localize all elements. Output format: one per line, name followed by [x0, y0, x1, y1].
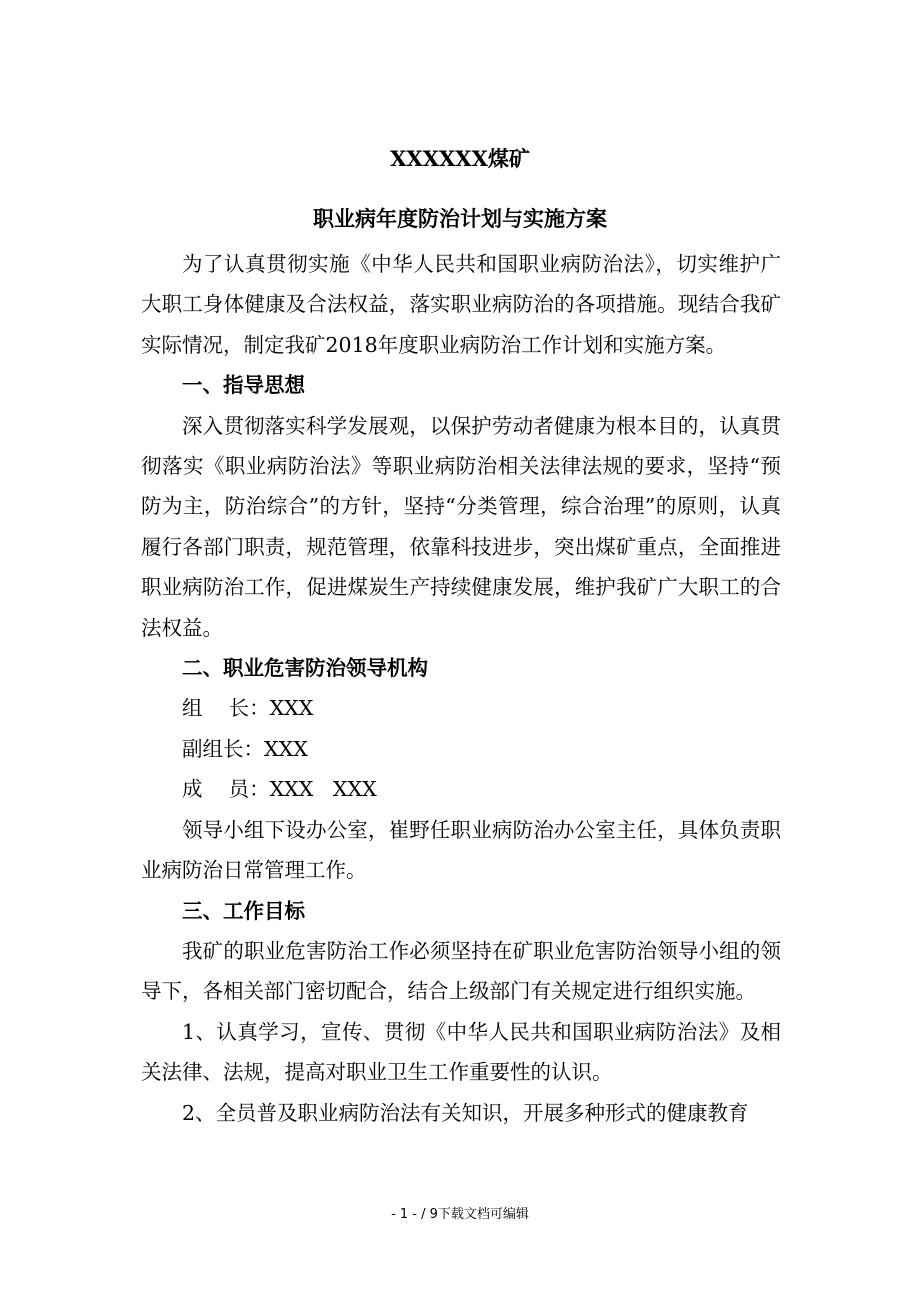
- deputy-label: 副组长：: [182, 736, 264, 761]
- section-heading-work-goals: 三、工作目标: [182, 898, 305, 923]
- section-paragraph-work-goals: 我矿的职业危害防治工作必须坚持在矿职业危害防治领导小组的领导下，各相关部门密切配合，结合上级部门有关规定进行组织实施。: [141, 938, 781, 1004]
- deputy-line: [141, 729, 781, 769]
- leader-line: [141, 688, 781, 728]
- goal-item-1: 1、认真学习，宣传、贯彻《中华人民共和国职业病防治法》及相关法律、法规，提高对职业卫生工作重要性的认识。: [141, 1019, 781, 1085]
- document-subtitle: 职业病年度防治计划与实施方案: [313, 206, 607, 231]
- page-footer: - 1 - / 9下载文档可编辑: [391, 1207, 529, 1222]
- leader-value: XXX: [269, 696, 314, 721]
- office-paragraph: 领导小组下设办公室，崔野任职业病防治办公室主任，具体负责职业病防治日常管理工作。: [141, 817, 781, 883]
- members-value: XXX XXX: [269, 777, 377, 802]
- section-heading-guiding-ideology: 一、指导思想: [182, 373, 305, 398]
- document-body: [141, 244, 781, 1133]
- intro-paragraph: 为了认真贯彻实施《中华人民共和国职业病防治法》，切实维护广大职工身体健康及合法权益，落实职业病防治的各项措施。现结合我矿实际情况，制定我矿2018年度职业病防治工作计划和实施方案。: [141, 252, 781, 357]
- members-label: 成 员：: [182, 777, 270, 802]
- section-heading-leadership: 二、职业危害防治领导机构: [182, 656, 428, 681]
- goal-item-2: 2、全员普及职业病防治法有关知识，开展多种形式的健康教育: [182, 1100, 749, 1125]
- leader-label: 组 长：: [182, 696, 270, 721]
- deputy-value: XXX: [264, 736, 308, 761]
- section-paragraph-guiding-ideology: 深入贯彻落实科学发展观，以保护劳动者健康为根本目的，认真贯彻落实《职业病防治法》等职业病防治相关法律法规的要求，坚持“预防为主，防治综合”的方针，坚持“分类管理，综合治理”的原则，认真履行各部门职责，规范管理，依靠科技进步，突出煤矿重点，全面推进职业病防治工作，促进煤炭生产持续健康发展，维护我矿广大职工的合法权益。: [141, 413, 781, 640]
- document-title: XXXXXX煤矿: [390, 146, 530, 171]
- members-line: [141, 769, 781, 809]
